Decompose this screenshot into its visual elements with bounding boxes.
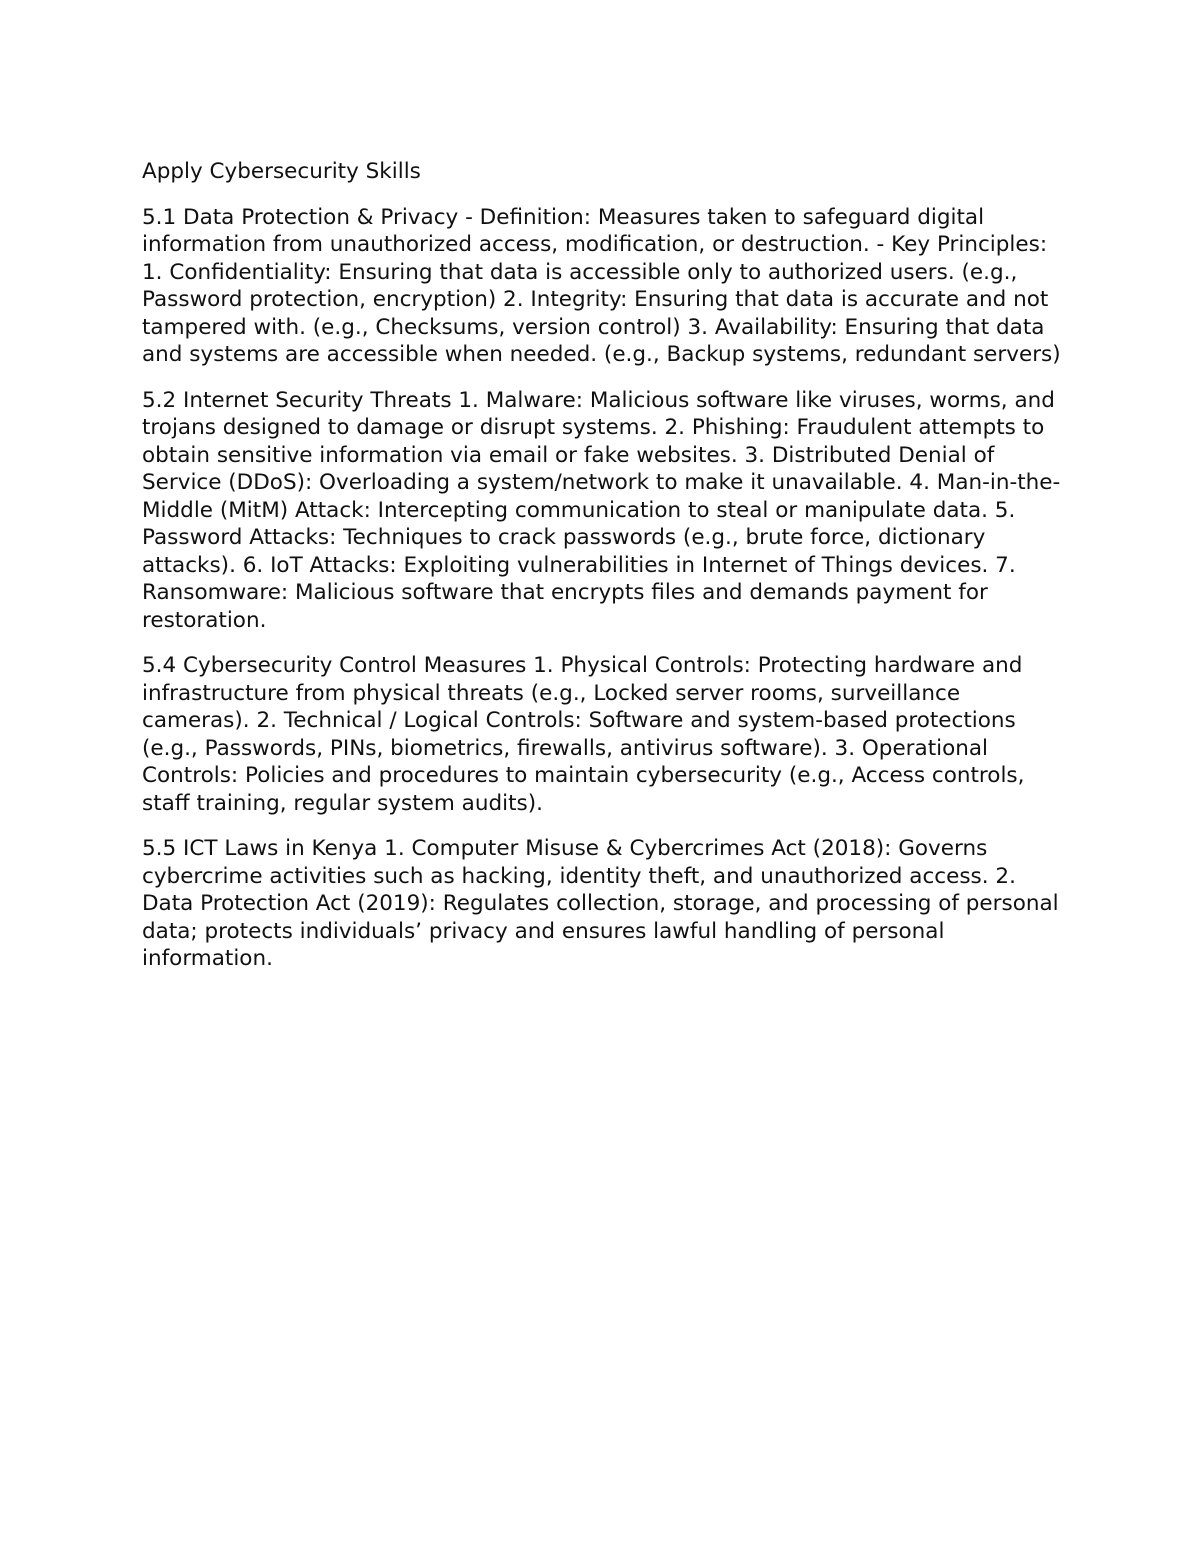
section-5-5-ict-laws-kenya: 5.5 ICT Laws in Kenya 1. Computer Misuse & Cybercrimes Act (2018): Governs cybercrime activities such as hacking, identity theft, and unauthorized access. 2. Data Protection Act (2019): Regulates collection, storage, and processing of personal data; protects individuals’ privacy and ensures lawful handling of personal information. — [142, 836, 1059, 971]
section-5-1-data-protection: 5.1 Data Protection & Privacy - Definition: Measures taken to safeguard digital information from unauthorized access, modification, or destruction. - Key Principles: 1. Confidentiality: Ensuring that data is accessible only to authorized users. (e.g., Password protection, encryption) 2. Integrity: Ensuring that data is accurate and not tampered with. (e.g., Checksums, version control) 3. Availability: Ensuring that data and systems are accessible when needed. (e.g., Backup systems, redundant servers) — [142, 204, 1061, 367]
section-5-4-control-measures: 5.4 Cybersecurity Control Measures 1. Physical Controls: Protecting hardware and infrastructure from physical threats (e.g., Locked server rooms, surveillance cameras). 2. Technical / Logical Controls: Software and system-based protections (e.g., Passwords, PINs, biometrics, firewalls, antivirus software). 3. Operational Controls: Policies and procedures to maintain cybersecurity (e.g., Access controls, staff training, regular system audits). — [142, 653, 1025, 816]
document-body — [142, 158, 1072, 991]
section-5-2-internet-security-threats: 5.2 Internet Security Threats 1. Malware: Malicious software like viruses, worms, and trojans designed to damage or disrupt systems. 2. Phishing: Fraudulent attempts to obtain sensitive information via email or fake websites. 3. Distributed Denial of Service (DDoS): Overloading a system/network to make it unavailable. 4. Man-in-the-Middle (MitM) Attack: Intercepting communication to steal or manipulate data. 5. Password Attacks: Techniques to crack passwords (e.g., brute force, dictionary attacks). 6. IoT Attacks: Exploiting vulnerabilities in Internet of Things devices. 7. Ransomware: Malicious software that encrypts files and demands payment for restoration. — [142, 387, 1061, 633]
document-title: Apply Cybersecurity Skills — [142, 159, 421, 184]
